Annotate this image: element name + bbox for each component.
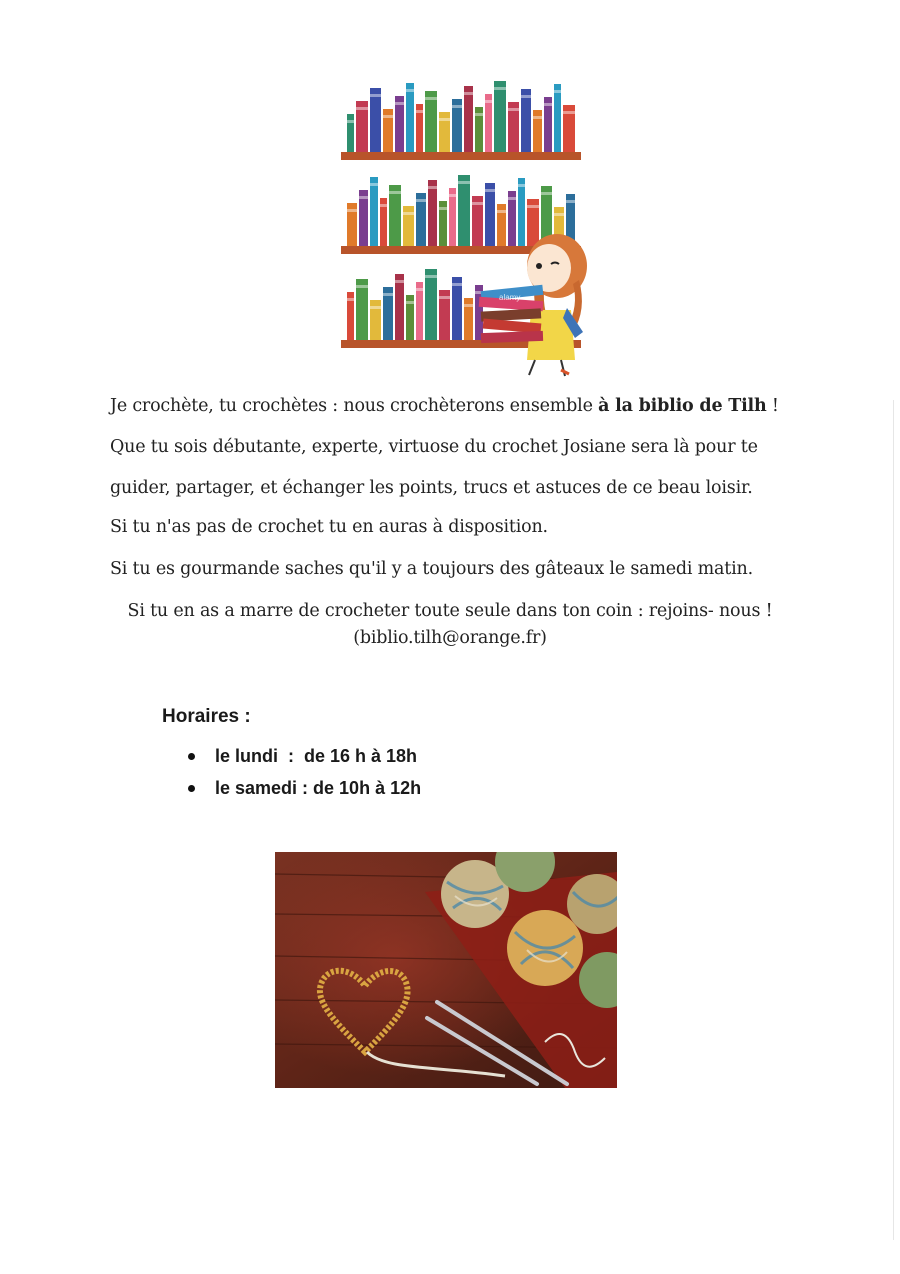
book-band [406, 301, 414, 304]
intro-line-1-end: ! [766, 396, 779, 416]
intro-line-4: Si tu n'as pas de crochet tu en auras à disposition. [110, 517, 548, 537]
book-band [425, 97, 437, 100]
book-spine [406, 83, 414, 152]
contact-email: (biblio.tilh@orange.fr) [353, 628, 547, 648]
shelf-board [341, 152, 581, 160]
hours-item-label: le samedi : de 10h à 12h [215, 777, 422, 798]
book-spine [518, 178, 525, 246]
bookshelves [341, 81, 581, 348]
book-band [554, 213, 564, 216]
book-band [347, 120, 354, 123]
book-band [485, 189, 495, 192]
book-band [494, 87, 506, 90]
book-spine [389, 185, 401, 246]
book-spine [347, 114, 354, 152]
book-band [356, 285, 368, 288]
book-band [485, 100, 492, 103]
book-band [452, 283, 462, 286]
book-spine [356, 279, 368, 340]
hours-title: Horaires : [162, 706, 251, 727]
book-band [563, 111, 575, 114]
crochet-photo [275, 852, 617, 1088]
book-spine [395, 274, 404, 340]
book-band [533, 116, 542, 119]
book-band [554, 90, 561, 93]
book-band [389, 191, 401, 194]
book-band [428, 186, 437, 189]
book-spine [521, 89, 531, 152]
bookshelf-illustration [335, 70, 595, 380]
book-band [544, 103, 552, 106]
book-band [383, 115, 393, 118]
book-band [403, 212, 414, 215]
book-spine [425, 91, 437, 152]
intro-line-1-text: Je crochète, tu crochètes : nous crochèterons ensemble [110, 396, 599, 416]
girl-with-books-figure [479, 234, 587, 376]
bullet-icon [188, 785, 195, 792]
book-band [497, 210, 506, 213]
book-spine [458, 175, 470, 246]
book-band [425, 275, 437, 278]
intro-line-1 [110, 396, 779, 416]
book-band [416, 288, 423, 291]
intro-line-2: Que tu sois débutante, experte, virtuose du crochet Josiane sera là pour te [110, 437, 758, 457]
book-band [521, 95, 531, 98]
intro-line-6: Si tu en as a marre de crocheter toute seule dans ton coin : rejoins- nous ! [127, 601, 773, 621]
book-spine [485, 183, 495, 246]
hours-list [188, 740, 421, 804]
book-band [347, 298, 354, 301]
book-band [458, 181, 470, 184]
book-band [370, 306, 381, 309]
book-band [518, 184, 525, 187]
book-band [439, 118, 450, 121]
intro-line-5: Si tu es gourmande saches qu'il y a toujours des gâteaux le samedi matin. [110, 559, 753, 579]
book-band [527, 205, 539, 208]
book-band [449, 194, 456, 197]
book-band [464, 304, 473, 307]
book-band [416, 199, 426, 202]
book-band [380, 204, 387, 207]
book-band [359, 196, 368, 199]
book-band [439, 296, 450, 299]
book-band [541, 192, 552, 195]
book-band [566, 200, 575, 203]
scan-edge [893, 400, 894, 1240]
book-spine [494, 81, 506, 152]
intro-line-3: guider, partager, et échanger les points, trucs et astuces de ce beau loisir. [110, 478, 753, 498]
book-spine [370, 88, 381, 152]
book-band [395, 280, 404, 283]
book-band [416, 110, 423, 113]
book-spine [428, 180, 437, 246]
book-spine [452, 277, 462, 340]
book-band [356, 107, 368, 110]
bullet-icon [188, 753, 195, 760]
book-band [508, 197, 516, 200]
book-band [383, 293, 393, 296]
book-band [464, 92, 473, 95]
hours-item-saturday [188, 772, 421, 804]
hours-item-label: le lundi : de 16 h à 18h [215, 745, 418, 766]
book-band [452, 105, 462, 108]
book-spine [554, 84, 561, 152]
book-band [406, 89, 414, 92]
book-band [370, 94, 381, 97]
book-band [508, 108, 519, 111]
book-band [395, 102, 404, 105]
illustration-watermark: alamy [499, 293, 521, 302]
book-band [347, 209, 357, 212]
book-band [370, 183, 378, 186]
book-band [472, 202, 483, 205]
book-spine [425, 269, 437, 340]
book-spine [464, 86, 473, 152]
library-name: à la biblio de Tilh [598, 396, 767, 416]
book-band [475, 113, 483, 116]
book-band [439, 207, 447, 210]
book-spine [370, 177, 378, 246]
hours-item-monday [188, 740, 421, 772]
